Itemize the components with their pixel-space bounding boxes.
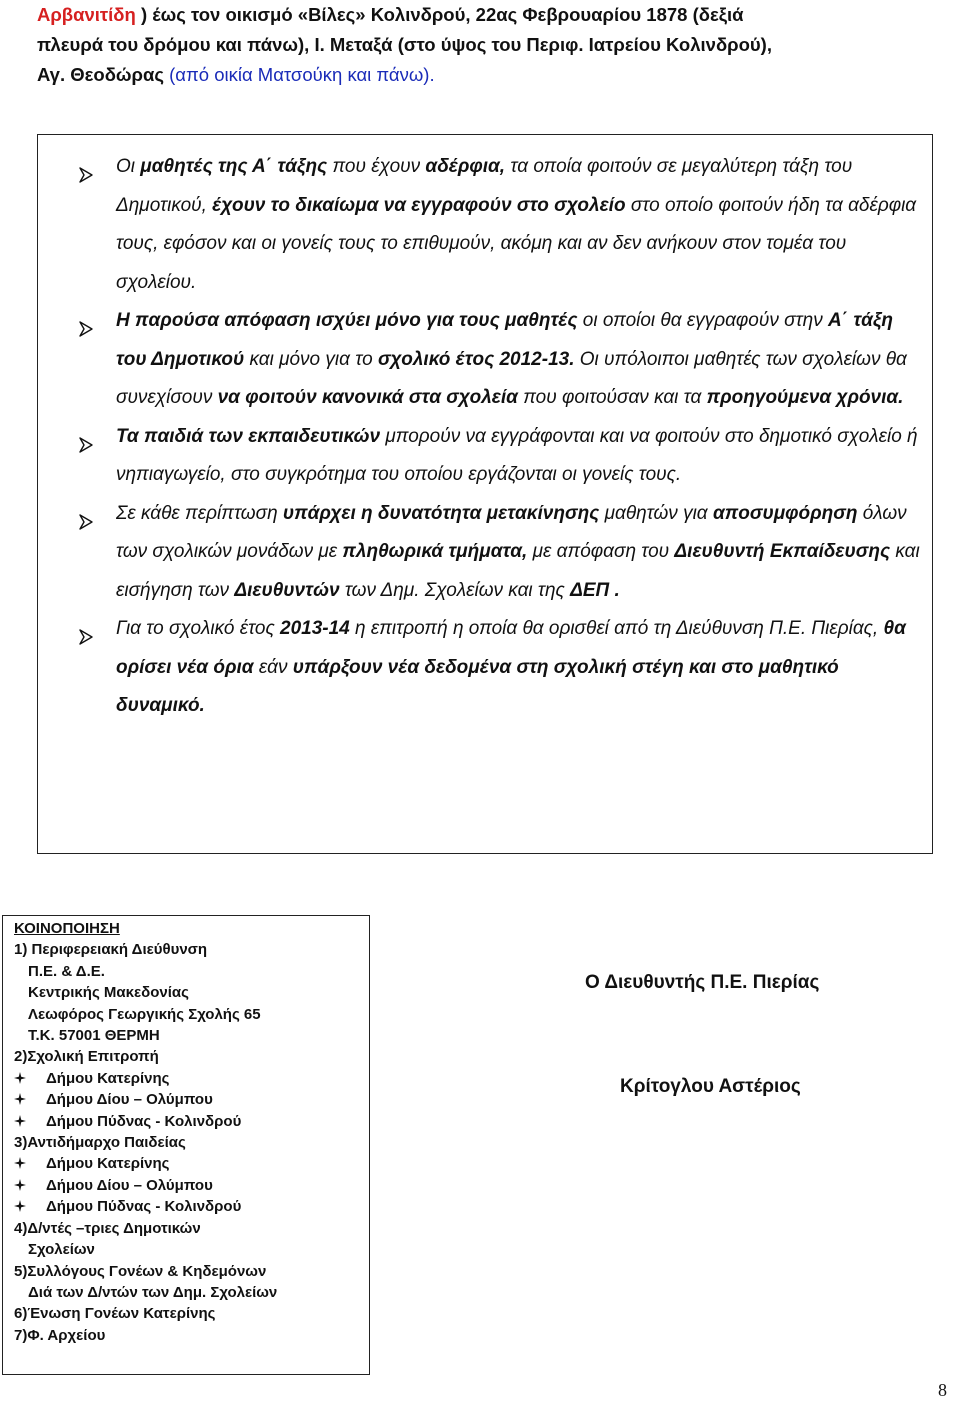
bullet-text-segment: Σε κάθε περίπτωση	[116, 502, 283, 524]
diamond-bullet-icon	[14, 1176, 26, 1188]
cc-line	[14, 1325, 277, 1346]
cc-line	[14, 1025, 277, 1046]
bullet-text-segment: υπάρξουν νέα δεδομένα στη σχολική στέγη και στο μαθητικό δυναμικό.	[116, 656, 839, 716]
bullet-text-segment: σχολικό έτος 2012-13.	[377, 348, 575, 370]
street-name-red: Αρβανιτίδη	[37, 4, 136, 25]
cc-line	[14, 1132, 277, 1153]
bullet-text-segment: υπάρχει η δυνατότητα μετακίνησης	[282, 502, 600, 524]
diamond-bullet-icon	[14, 1197, 26, 1209]
intro-line-3a: Αγ. Θεοδώρας	[37, 64, 170, 85]
bullet-text-segment: εάν	[253, 656, 293, 678]
cc-line-text: Δήμου Πύδνας - Κολινδρού	[46, 1112, 242, 1130]
bullet-item	[78, 418, 928, 495]
cc-line-text: Π.Ε. & Δ.Ε.	[28, 962, 105, 980]
cc-line	[14, 1153, 277, 1174]
cc-line-text: Λεωφόρος Γεωργικής Σχολής 65	[28, 1005, 261, 1023]
director-name: Κρίτογλου Αστέριος	[620, 1076, 801, 1097]
intro-line-1: ) έως τον οικισμό «Βίλες» Κολινδρού, 22ας Φεβρουαρίου 1878 (δεξιά	[135, 4, 744, 25]
bullet-text-segment: να φοιτούν κανονικά στα σχολεία	[217, 387, 518, 408]
cc-line-text: Δήμου Δίου – Ολύμπου	[46, 1091, 213, 1109]
bullet-text-segment: η επιτροπή η οποία θα ορισθεί από τη Διεύθυνση Π.Ε. Πιερίας,	[349, 618, 884, 639]
bullet-item	[78, 610, 928, 726]
intro-paragraph	[37, 0, 932, 90]
bullet-text-segment: τα οποία φοιτούν σε μεγαλύτερη τάξη του Δημοτικού,	[116, 156, 853, 216]
cc-line-text: Τ.Κ. 57001 ΘΕΡΜΗ	[28, 1027, 160, 1045]
cc-line-text: 6)Ένωση Γονέων Κατερίνης	[14, 1305, 216, 1323]
cc-line	[14, 1089, 277, 1110]
cc-line-text: Κεντρικής Μακεδονίας	[28, 984, 189, 1002]
arrow-bullet-icon	[78, 159, 94, 175]
cc-line-text: Διά των Δ/ντών των Δημ. Σχολείων	[28, 1283, 278, 1301]
diamond-bullet-icon	[14, 1090, 26, 1102]
bullet-text-segment: Οι	[116, 156, 141, 177]
bullet-text-segment: ΔΕΠ .	[570, 579, 620, 601]
cc-line	[14, 1239, 277, 1260]
bullet-text-segment: των Δημ. Σχολείων και της	[339, 579, 571, 601]
bullet-text-segment: αδέρφια,	[425, 156, 506, 177]
cc-line	[14, 1218, 277, 1239]
bullet-text-segment: Διευθυντών	[234, 579, 340, 601]
bullet-text-segment: θα ορίσει νέα όρια	[116, 618, 906, 678]
diamond-bullet-icon	[14, 1154, 26, 1166]
cc-line-text: Σχολείων	[28, 1241, 95, 1259]
bullet-item	[78, 495, 928, 611]
bullet-text-segment: 2013-14	[280, 618, 350, 639]
cc-line	[14, 939, 277, 960]
bullet-text-segment: οι οποίοι θα εγγραφούν στην	[577, 310, 828, 331]
notification-list	[14, 918, 277, 1346]
bullet-text-segment: αποσυμφόρηση	[712, 502, 858, 524]
cc-line	[14, 1303, 277, 1324]
bullet-list	[78, 148, 928, 726]
cc-line-text: 5)Συλλόγους Γονέων & Κηδεμόνων	[14, 1262, 267, 1280]
bullet-text-segment: με απόφαση του	[527, 541, 675, 562]
diamond-bullet-icon	[14, 1069, 26, 1081]
bullet-text-segment: μαθητών για	[599, 502, 713, 524]
cc-line	[14, 961, 277, 982]
cc-line-text: 1) Περιφερειακή Διεύθυνση	[14, 941, 208, 959]
cc-line-text: 4)Δ/ντές –τριες Δημοτικών	[14, 1219, 201, 1237]
bullet-text-segment: Για το σχολικό έτος	[116, 618, 280, 639]
bullet-text-segment: στο οποίο φοιτούν ήδη τα αδέρφια τους, εφόσον και οι γονείς τους το επιθυμούν, ακόμη και αν δεν ανήκουν στον τομέα του σχολείου.	[116, 194, 917, 293]
bullet-text-segment: Τα παιδιά των εκπαιδευτικών	[116, 425, 381, 447]
cc-line-text: 2)Σχολική Επιτροπή	[14, 1048, 159, 1066]
cc-line-text: 3)Αντιδήμαρχο Παιδείας	[14, 1134, 186, 1152]
cc-line	[14, 982, 277, 1003]
cc-line	[14, 1004, 277, 1025]
bullet-text-segment: που έχουν	[327, 156, 426, 177]
director-title: Ο Διευθυντής Π.Ε. Πιερίας	[585, 972, 820, 993]
bullet-item	[78, 302, 928, 418]
cc-line	[14, 1196, 277, 1217]
bullet-text-segment: μπορούν να εγγράφονται και να φοιτούν στο δημοτικό σχολείο ή νηπιαγωγείο, στο συγκρότημα του οποίου εργάζονται οι γονείς τους.	[116, 425, 918, 485]
bullet-text-segment: έχουν το δικαίωμα να εγγραφούν στο σχολείο	[212, 194, 626, 216]
bullet-item	[78, 148, 928, 302]
cc-line	[14, 1282, 277, 1303]
cc-line-text: Δήμου Δίου – Ολύμπου	[46, 1176, 213, 1194]
bullet-text-segment: πληθωρικά τμήματα,	[342, 541, 528, 562]
bullet-text-segment: και εισήγηση των	[116, 541, 920, 601]
bullet-text-segment: προηγούμενα χρόνια.	[706, 387, 904, 408]
cc-line	[14, 1111, 277, 1132]
bullet-text-segment: Α΄ τάξη του Δημοτικού	[116, 310, 894, 370]
arrow-bullet-icon	[78, 313, 94, 329]
cc-line	[14, 1046, 277, 1067]
bullet-text-segment: που φοιτούσαν και τα	[517, 387, 707, 408]
cc-line-text: Δήμου Κατερίνης	[46, 1155, 170, 1173]
intro-line-2: πλευρά του δρόμου και πάνω), Ι. Μεταξά (στο ύψος του Περιφ. Ιατρείου Κολινδρού),	[37, 34, 772, 55]
bullet-text-segment: Διευθυντή Εκπαίδευσης	[674, 541, 891, 562]
bullet-text-segment: Η παρούσα απόφαση ισχύει μόνο για τους μαθητές	[116, 310, 578, 331]
cc-line-text: 7)Φ. Αρχείου	[14, 1326, 106, 1344]
cc-line	[14, 1261, 277, 1282]
bullet-text-segment: Οι υπόλοιποι μαθητές των σχολείων θα συνεχίσουν	[116, 348, 907, 408]
arrow-bullet-icon	[78, 506, 94, 522]
arrow-bullet-icon	[78, 429, 94, 445]
arrow-bullet-icon	[78, 621, 94, 637]
cc-line-text: Δήμου Κατερίνης	[46, 1069, 170, 1087]
page-number: 8	[938, 1380, 947, 1400]
diamond-bullet-icon	[14, 1112, 26, 1124]
bullet-text-segment: μαθητές της Α΄ τάξης	[140, 156, 328, 177]
cc-line-text: Δήμου Πύδνας - Κολινδρού	[46, 1198, 242, 1216]
cc-heading: ΚΟΙΝΟΠΟΙΗΣΗ	[14, 920, 120, 937]
cc-line	[14, 1175, 277, 1196]
bullet-text-segment: και μόνο για το	[244, 348, 378, 370]
cc-line	[14, 1068, 277, 1089]
bullet-text-segment: όλων των σχολικών μονάδων με	[116, 502, 907, 562]
intro-line-3b: (από οικία Ματσούκη και πάνω).	[169, 64, 435, 85]
